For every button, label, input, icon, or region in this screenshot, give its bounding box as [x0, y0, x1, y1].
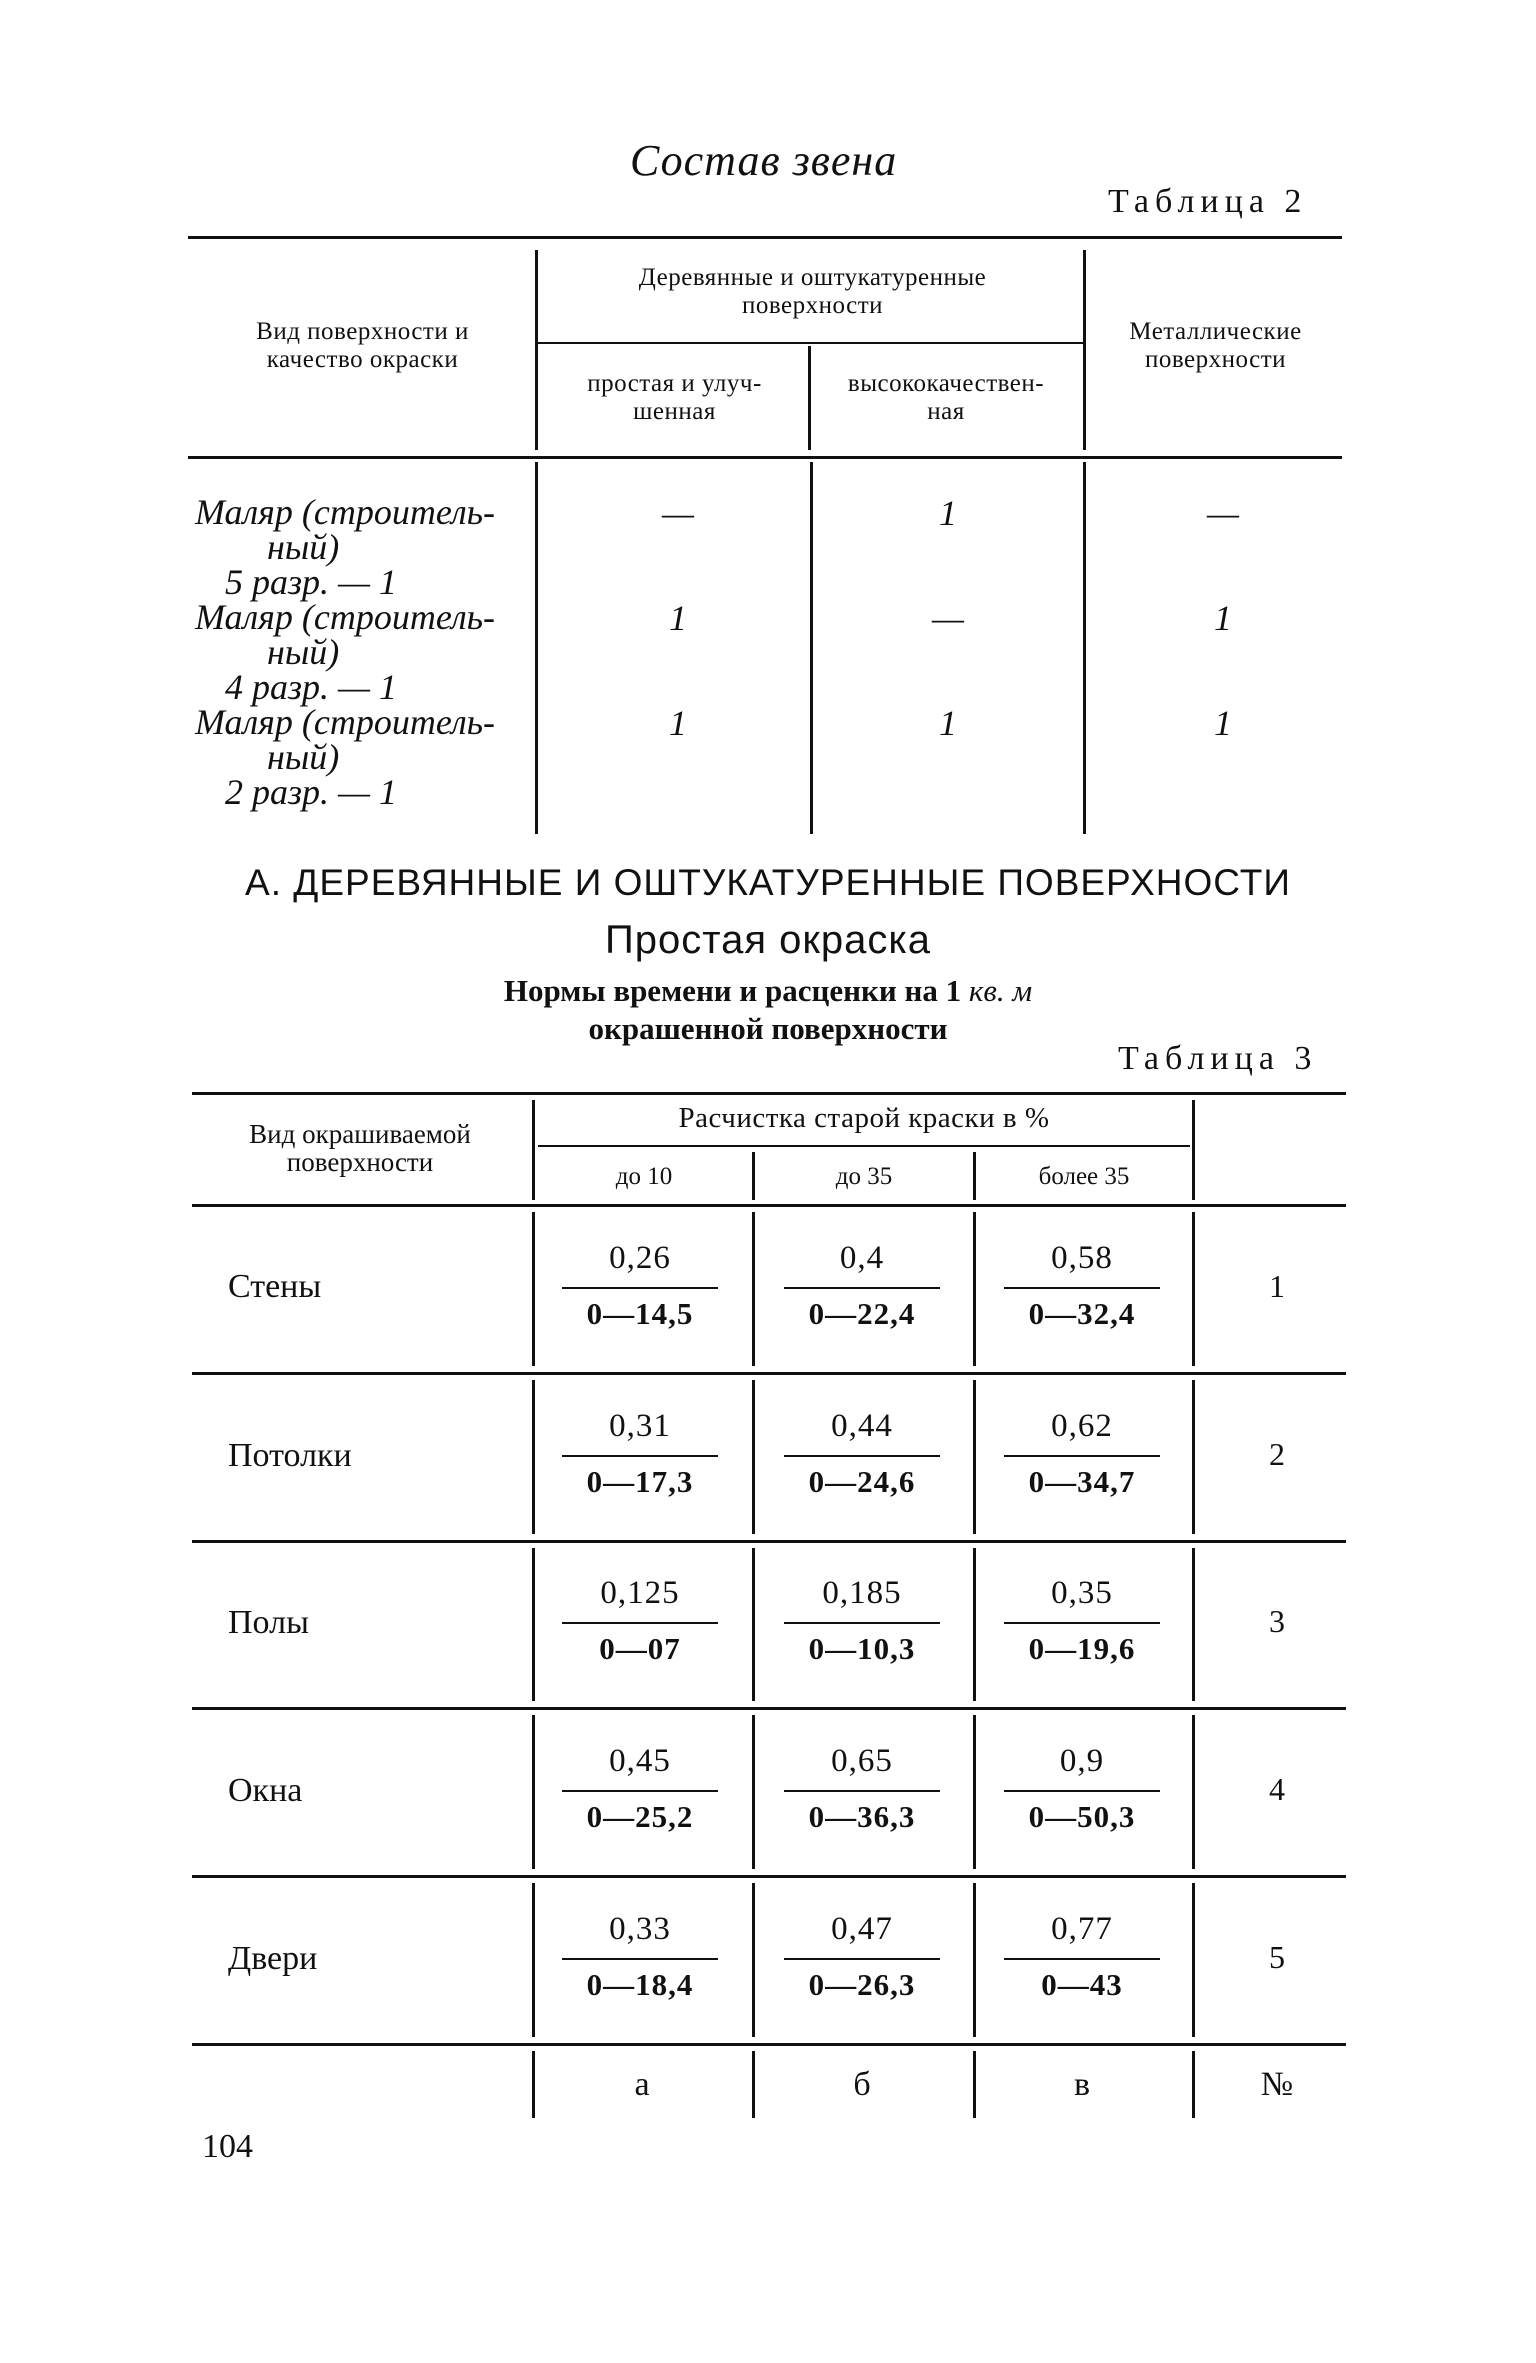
table3-vline-block3-col3	[973, 1548, 976, 1701]
table2-row-2-high: —	[931, 598, 964, 638]
table3-row-2-c-rate: 0—34,7	[1028, 1464, 1136, 1499]
table3-row-5-c-rate: 0—43	[1041, 1967, 1123, 2002]
composition-title: Состав звена	[630, 136, 898, 185]
table3-row-2-b-rate: 0—24,6	[808, 1464, 916, 1499]
table3-subcol-c: более 35	[1038, 1163, 1130, 1190]
section-title: А. ДЕРЕВЯННЫЕ И ОШТУКАТУРЕННЫЕ ПОВЕРХНОСТИ	[245, 862, 1291, 903]
table3-vline-block6-col4	[1192, 2051, 1195, 2118]
table3-vline-block1-col3	[973, 1212, 976, 1366]
table2-row-3-name: Маляр (строитель- ный) 2 разр. — 1	[195, 702, 496, 812]
table3-row-rule-5	[192, 2043, 1346, 2046]
table2-vline-1b	[535, 462, 538, 834]
table3-row-1-name: Стены	[228, 1268, 322, 1305]
table3-row-3-name: Полы	[228, 1604, 309, 1641]
table3-row-2-a-divider	[562, 1455, 718, 1457]
table3-row-4-c-rate: 0—50,3	[1028, 1799, 1136, 1834]
page-number: 104	[202, 2128, 253, 2165]
table3-vline-block2-col4	[1192, 1380, 1195, 1534]
table3-row-1-b-norm: 0,4	[839, 1240, 885, 1276]
table3-row-5-a-norm: 0,33	[609, 1911, 671, 1947]
table3-row-rule-1	[192, 1372, 1346, 1375]
table2-header-wood-group: Деревянные и оштукатуренные поверхности	[638, 264, 987, 319]
table3-row-5-b-divider	[784, 1958, 940, 1960]
table3-vline-header-4	[1192, 1100, 1195, 1200]
table3-header-rule	[192, 1204, 1346, 1207]
table3-footer-a: а	[634, 2066, 650, 2103]
table3-row-5-name: Двери	[228, 1940, 318, 1977]
table2-row-1-name: Маляр (строитель- ный) 5 разр. — 1	[195, 492, 496, 602]
table2-header-metal: Металлические поверхности	[1129, 318, 1302, 373]
table3-vline-block5-col2	[752, 1883, 755, 2037]
table3-row-3-c-divider	[1004, 1622, 1160, 1624]
table3-vline-block1-col1	[532, 1212, 535, 1366]
table3-row-4-b-norm: 0,65	[831, 1743, 893, 1779]
table3-row-3-number: 3	[1269, 1603, 1285, 1639]
table3-vline-block4-col4	[1192, 1715, 1195, 1869]
table3-vline-block5-col4	[1192, 1883, 1195, 2037]
table3-row-1-number: 1	[1269, 1268, 1285, 1304]
table3-row-1-c-divider	[1004, 1287, 1160, 1289]
table2-header-rule	[188, 456, 1342, 459]
table2-row-3-high: 1	[939, 703, 957, 743]
table3-vline-block6-col1	[532, 2051, 535, 2118]
table3-vline-block2-col3	[973, 1380, 976, 1534]
table2-vline-3b	[1083, 462, 1086, 834]
table3-vline-block3-col4	[1192, 1548, 1195, 1701]
table3-row-3-b-rate: 0—10,3	[808, 1631, 916, 1666]
table2-row-1-high: 1	[939, 493, 957, 533]
table3-row-rule-3	[192, 1707, 1346, 1710]
table3-row-2-c-norm: 0,62	[1051, 1408, 1113, 1444]
table2-vline-3	[1083, 250, 1086, 450]
table3-vline-block4-col2	[752, 1715, 755, 1869]
table3-row-1-a-divider	[562, 1287, 718, 1289]
table3-row-4-a-norm: 0,45	[609, 1743, 671, 1779]
table3-row-3-a-norm: 0,125	[600, 1575, 680, 1611]
table2-row-1-metal: —	[1206, 493, 1239, 533]
table2-vline-1	[535, 250, 538, 450]
table3-vline-block2-col2	[752, 1380, 755, 1534]
table3-row-3-c-rate: 0—19,6	[1028, 1631, 1136, 1666]
table3-footer-number-sign: №	[1260, 2066, 1294, 2103]
table3-vline-block6-col3	[973, 2051, 976, 2118]
table3-vline-block3-col2	[752, 1548, 755, 1701]
table2-row-2-metal: 1	[1214, 598, 1232, 638]
table3-subcol-a: до 10	[615, 1163, 673, 1190]
table2-row-1-simple: —	[661, 493, 694, 533]
table3-row-1-c-rate: 0—32,4	[1028, 1296, 1136, 1331]
table3-footer-b: б	[853, 2066, 871, 2103]
table3-row-2-c-divider	[1004, 1455, 1160, 1457]
table3-footer-c: в	[1073, 2066, 1091, 2103]
table3-row-4-a-rate: 0—25,2	[586, 1799, 694, 1834]
table2-vline-2	[808, 346, 811, 450]
table3-row-4-number: 4	[1269, 1771, 1285, 1807]
table3-row-5-a-divider	[562, 1958, 718, 1960]
table3-vline-block6-col2	[752, 2051, 755, 2118]
table3-vline-block1-col4	[1192, 1212, 1195, 1366]
table3-row-5-c-divider	[1004, 1958, 1160, 1960]
table3-row-5-a-rate: 0—18,4	[586, 1967, 694, 2002]
table3-vline-block4-col3	[973, 1715, 976, 1869]
table3-vline-block5-col1	[532, 1883, 535, 2037]
table3-top-rule	[192, 1092, 1346, 1095]
table3-row-5-b-rate: 0—26,3	[808, 1967, 916, 2002]
table3-row-2-a-norm: 0,31	[609, 1408, 671, 1444]
table3-row-4-b-divider	[784, 1790, 940, 1792]
norms-line2: окрашенной поверхности	[588, 1011, 948, 1046]
table3-vline-block5-col3	[973, 1883, 976, 2037]
table3-vline-block4-col1	[532, 1715, 535, 1869]
table3-row-3-b-divider	[784, 1622, 940, 1624]
table3-vline-block3-col1	[532, 1548, 535, 1701]
table2-row-2-simple: 1	[669, 598, 687, 638]
norms-line1-a: Нормы времени и расценки на 1	[503, 973, 962, 1008]
table3-row-3-a-rate: 0—07	[599, 1631, 681, 1666]
table3-vline-header-1	[532, 1100, 535, 1200]
table3-header-surface: Вид окрашиваемой поверхности	[249, 1119, 471, 1177]
table3-row-2-name: Потолки	[228, 1437, 352, 1474]
table3-row-1-b-rate: 0—22,4	[808, 1296, 916, 1331]
table2-header-high: высококачествен- ная	[847, 370, 1045, 425]
table2-row-3-simple: 1	[669, 703, 687, 743]
subsection-title: Простая окраска	[605, 918, 931, 962]
table3-label: Таблица 3	[1118, 1040, 1318, 1077]
table3-vline-header-2	[752, 1152, 755, 1200]
table3-group-rule	[538, 1145, 1190, 1147]
table3-vline-block1-col2	[752, 1212, 755, 1366]
table3-row-5-number: 5	[1269, 1939, 1285, 1975]
table2-header-simple: простая и улуч- шенная	[587, 370, 762, 425]
table2-vline-2b	[810, 462, 813, 834]
table2-row-3-metal: 1	[1214, 703, 1232, 743]
table3-row-1-a-norm: 0,26	[609, 1240, 671, 1276]
table3-row-rule-4	[192, 1875, 1346, 1878]
table3-row-4-a-divider	[562, 1790, 718, 1792]
table3-row-4-b-rate: 0—36,3	[808, 1799, 916, 1834]
table3-vline-block2-col1	[532, 1380, 535, 1534]
table3-row-4-c-norm: 0,9	[1059, 1743, 1105, 1779]
norms-heading	[150, 972, 1386, 1048]
table2-label: Таблица 2	[1108, 183, 1308, 220]
table3-row-2-b-norm: 0,44	[831, 1408, 893, 1444]
table3-row-3-a-divider	[562, 1622, 718, 1624]
table3-row-1-c-norm: 0,58	[1051, 1240, 1113, 1276]
table3-row-4-c-divider	[1004, 1790, 1160, 1792]
table3-row-2-b-divider	[784, 1455, 940, 1457]
table3-row-5-b-norm: 0,47	[831, 1911, 893, 1947]
table3-row-4-name: Окна	[228, 1772, 303, 1809]
table2-top-rule	[188, 236, 1342, 239]
table3-row-3-b-norm: 0,185	[822, 1575, 902, 1611]
table3-row-3-c-norm: 0,35	[1051, 1575, 1113, 1611]
table3-header-group: Расчистка старой краски в %	[678, 1102, 1050, 1134]
table2-row-2-name: Маляр (строитель- ный) 4 разр. — 1	[195, 597, 496, 707]
table3-row-5-c-norm: 0,77	[1051, 1911, 1113, 1947]
table3-vline-header-3	[973, 1152, 976, 1200]
norms-line1-b: кв. м	[968, 973, 1033, 1008]
table3-row-2-number: 2	[1269, 1436, 1285, 1472]
table3-subcol-b: до 35	[835, 1163, 893, 1190]
table3-row-1-a-rate: 0—14,5	[586, 1296, 694, 1331]
table2-header-surface: Вид поверхности и качество окраски	[256, 318, 469, 373]
table2-group-rule	[538, 342, 1084, 344]
table3-row-1-b-divider	[784, 1287, 940, 1289]
table3-row-rule-2	[192, 1540, 1346, 1543]
table3-row-2-a-rate: 0—17,3	[586, 1464, 694, 1499]
